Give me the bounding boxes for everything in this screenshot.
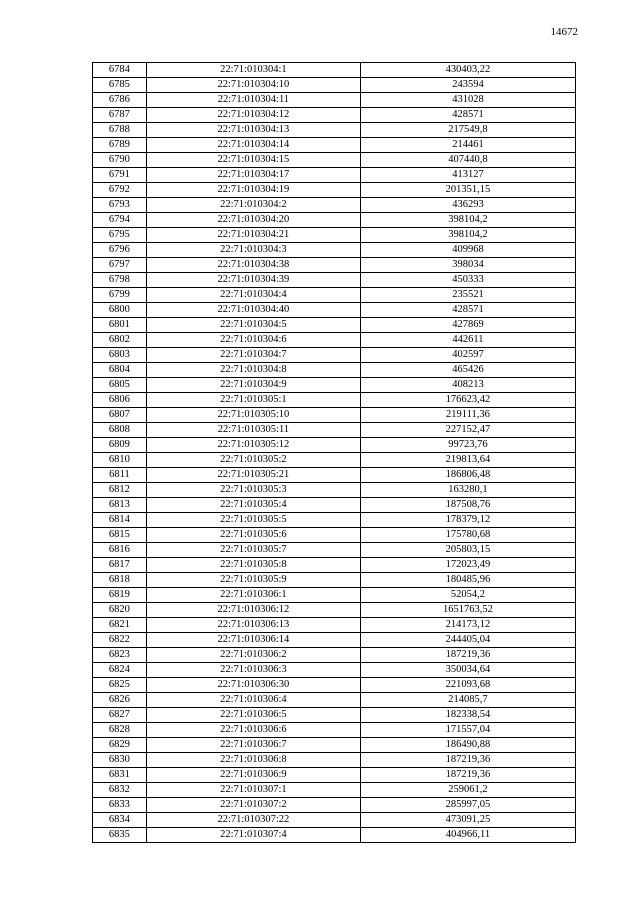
table-row [93,573,576,588]
cadastral-value-cell: 219813,64 [360,453,575,468]
table-row [93,288,576,303]
row-number-cell: 6799 [93,288,147,303]
table-row [93,303,576,318]
row-number-cell: 6814 [93,513,147,528]
table-row [93,168,576,183]
cadastral-number-cell: 22:71:010304:21 [146,228,360,243]
cadastral-value-cell: 187219,36 [360,768,575,783]
cadastral-number-cell: 22:71:010304:11 [146,93,360,108]
cadastral-value-cell: 413127 [360,168,575,183]
row-number-cell: 6811 [93,468,147,483]
cadastral-number-cell: 22:71:010305:2 [146,453,360,468]
cadastral-value-cell: 243594 [360,78,575,93]
table-row [93,408,576,423]
row-number-cell: 6802 [93,333,147,348]
cadastral-number-cell: 22:71:010304:12 [146,108,360,123]
table-row [93,258,576,273]
row-number-cell: 6835 [93,828,147,843]
row-number-cell: 6788 [93,123,147,138]
table-row [93,558,576,573]
cadastral-value-cell: 450333 [360,273,575,288]
table-row [93,723,576,738]
row-number-cell: 6801 [93,318,147,333]
cadastral-value-cell: 214085,7 [360,693,575,708]
cadastral-number-cell: 22:71:010304:8 [146,363,360,378]
table-row [93,768,576,783]
row-number-cell: 6798 [93,273,147,288]
table-row [93,183,576,198]
cadastral-value-cell: 217549,8 [360,123,575,138]
cadastral-number-cell: 22:71:010306:8 [146,753,360,768]
cadastral-value-cell: 186806,48 [360,468,575,483]
row-number-cell: 6791 [93,168,147,183]
cadastral-number-cell: 22:71:010304:38 [146,258,360,273]
table-row [93,423,576,438]
cadastral-value-cell: 182338,54 [360,708,575,723]
cadastral-number-cell: 22:71:010304:6 [146,333,360,348]
row-number-cell: 6825 [93,678,147,693]
cadastral-number-cell: 22:71:010304:20 [146,213,360,228]
table-row [93,588,576,603]
table-row [93,213,576,228]
row-number-cell: 6807 [93,408,147,423]
page-number: 14672 [550,26,578,38]
row-number-cell: 6795 [93,228,147,243]
cadastral-number-cell: 22:71:010305:1 [146,393,360,408]
row-number-cell: 6816 [93,543,147,558]
cadastral-value-cell: 175780,68 [360,528,575,543]
cadastral-value-cell: 187219,36 [360,648,575,663]
row-number-cell: 6785 [93,78,147,93]
row-number-cell: 6822 [93,633,147,648]
row-number-cell: 6820 [93,603,147,618]
cadastral-number-cell: 22:71:010306:6 [146,723,360,738]
table-row [93,648,576,663]
cadastral-number-cell: 22:71:010307:22 [146,813,360,828]
table-row [93,453,576,468]
cadastral-value-cell: 431028 [360,93,575,108]
cadastral-value-cell: 473091,25 [360,813,575,828]
row-number-cell: 6821 [93,618,147,633]
cadastral-number-cell: 22:71:010304:14 [146,138,360,153]
row-number-cell: 6823 [93,648,147,663]
cadastral-number-cell: 22:71:010305:8 [146,558,360,573]
cadastral-number-cell: 22:71:010307:4 [146,828,360,843]
table-row [93,753,576,768]
table-row [93,813,576,828]
cadastral-value-cell: 259061,2 [360,783,575,798]
table-row [93,333,576,348]
row-number-cell: 6797 [93,258,147,273]
table-row [93,228,576,243]
cadastral-number-cell: 22:71:010305:10 [146,408,360,423]
table-row [93,138,576,153]
cadastral-value-cell: 163280,1 [360,483,575,498]
cadastral-number-cell: 22:71:010304:4 [146,288,360,303]
cadastral-number-cell: 22:71:010305:11 [146,423,360,438]
cadastral-number-cell: 22:71:010307:1 [146,783,360,798]
row-number-cell: 6833 [93,798,147,813]
row-number-cell: 6794 [93,213,147,228]
row-number-cell: 6809 [93,438,147,453]
row-number-cell: 6805 [93,378,147,393]
cadastral-value-cell: 186490,88 [360,738,575,753]
row-number-cell: 6810 [93,453,147,468]
table-row [93,123,576,138]
table-row [93,438,576,453]
cadastral-value-cell: 428571 [360,303,575,318]
row-number-cell: 6789 [93,138,147,153]
cadastral-value-cell: 1651763,52 [360,603,575,618]
cadastral-value-cell: 430403,22 [360,63,575,78]
table-row [93,153,576,168]
table-row [93,93,576,108]
row-number-cell: 6804 [93,363,147,378]
row-number-cell: 6831 [93,768,147,783]
table-row [93,243,576,258]
cadastral-number-cell: 22:71:010306:12 [146,603,360,618]
table-row [93,603,576,618]
table-row [93,543,576,558]
table-row [93,798,576,813]
cadastral-value-cell: 436293 [360,198,575,213]
table-row [93,513,576,528]
row-number-cell: 6792 [93,183,147,198]
cadastral-value-cell: 407440,8 [360,153,575,168]
table-row [93,483,576,498]
row-number-cell: 6829 [93,738,147,753]
table-row [93,618,576,633]
row-number-cell: 6826 [93,693,147,708]
row-number-cell: 6815 [93,528,147,543]
row-number-cell: 6808 [93,423,147,438]
cadastral-value-cell: 465426 [360,363,575,378]
cadastral-value-table [92,62,576,843]
table-row [93,273,576,288]
table-row [93,678,576,693]
cadastral-number-cell: 22:71:010306:3 [146,663,360,678]
cadastral-number-cell: 22:71:010304:1 [146,63,360,78]
cadastral-value-cell: 214173,12 [360,618,575,633]
table-row [93,663,576,678]
cadastral-value-cell: 201351,15 [360,183,575,198]
row-number-cell: 6819 [93,588,147,603]
cadastral-number-cell: 22:71:010305:9 [146,573,360,588]
table-row [93,378,576,393]
cadastral-number-cell: 22:71:010304:19 [146,183,360,198]
cadastral-number-cell: 22:71:010304:15 [146,153,360,168]
cadastral-value-cell: 402597 [360,348,575,363]
cadastral-value-cell: 285997,05 [360,798,575,813]
cadastral-number-cell: 22:71:010304:39 [146,273,360,288]
cadastral-number-cell: 22:71:010305:21 [146,468,360,483]
cadastral-value-cell: 398034 [360,258,575,273]
cadastral-number-cell: 22:71:010305:4 [146,498,360,513]
cadastral-number-cell: 22:71:010304:7 [146,348,360,363]
cadastral-number-cell: 22:71:010306:14 [146,633,360,648]
table-row [93,633,576,648]
cadastral-value-cell: 398104,2 [360,213,575,228]
cadastral-value-cell: 221093,68 [360,678,575,693]
cadastral-number-cell: 22:71:010306:1 [146,588,360,603]
table-row [93,828,576,843]
table-row [93,528,576,543]
table-row [93,348,576,363]
row-number-cell: 6824 [93,663,147,678]
cadastral-value-cell: 52054,2 [360,588,575,603]
cadastral-value-cell: 409968 [360,243,575,258]
cadastral-number-cell: 22:71:010307:2 [146,798,360,813]
row-number-cell: 6800 [93,303,147,318]
cadastral-value-cell: 171557,04 [360,723,575,738]
cadastral-value-cell: 172023,49 [360,558,575,573]
row-number-cell: 6817 [93,558,147,573]
cadastral-value-cell: 235521 [360,288,575,303]
table-row [93,108,576,123]
cadastral-value-cell: 427869 [360,318,575,333]
cadastral-value-cell: 99723,76 [360,438,575,453]
cadastral-number-cell: 22:71:010304:40 [146,303,360,318]
cadastral-number-cell: 22:71:010304:17 [146,168,360,183]
table-row [93,63,576,78]
cadastral-value-cell: 428571 [360,108,575,123]
cadastral-number-cell: 22:71:010305:6 [146,528,360,543]
row-number-cell: 6813 [93,498,147,513]
table-body [93,63,576,843]
row-number-cell: 6793 [93,198,147,213]
cadastral-number-cell: 22:71:010304:3 [146,243,360,258]
cadastral-value-cell: 214461 [360,138,575,153]
cadastral-number-cell: 22:71:010305:5 [146,513,360,528]
row-number-cell: 6818 [93,573,147,588]
row-number-cell: 6786 [93,93,147,108]
table-row [93,738,576,753]
cadastral-value-cell: 176623,42 [360,393,575,408]
row-number-cell: 6790 [93,153,147,168]
row-number-cell: 6806 [93,393,147,408]
cadastral-value-cell: 187219,36 [360,753,575,768]
cadastral-value-cell: 244405,04 [360,633,575,648]
cadastral-number-cell: 22:71:010306:9 [146,768,360,783]
cadastral-number-cell: 22:71:010305:3 [146,483,360,498]
cadastral-value-cell: 205803,15 [360,543,575,558]
table-row [93,318,576,333]
table-row [93,708,576,723]
cadastral-number-cell: 22:71:010305:12 [146,438,360,453]
cadastral-value-cell: 187508,76 [360,498,575,513]
row-number-cell: 6832 [93,783,147,798]
cadastral-number-cell: 22:71:010306:2 [146,648,360,663]
cadastral-number-cell: 22:71:010304:13 [146,123,360,138]
cadastral-number-cell: 22:71:010305:7 [146,543,360,558]
cadastral-number-cell: 22:71:010306:5 [146,708,360,723]
cadastral-number-cell: 22:71:010306:7 [146,738,360,753]
cadastral-value-cell: 398104,2 [360,228,575,243]
table-row [93,393,576,408]
cadastral-value-cell: 227152,47 [360,423,575,438]
cadastral-number-cell: 22:71:010304:10 [146,78,360,93]
cadastral-number-cell: 22:71:010306:13 [146,618,360,633]
table-row [93,198,576,213]
row-number-cell: 6830 [93,753,147,768]
cadastral-number-cell: 22:71:010304:2 [146,198,360,213]
cadastral-number-cell: 22:71:010306:30 [146,678,360,693]
row-number-cell: 6812 [93,483,147,498]
cadastral-value-cell: 442611 [360,333,575,348]
table-row [93,498,576,513]
cadastral-value-cell: 219111,36 [360,408,575,423]
row-number-cell: 6787 [93,108,147,123]
table-row [93,78,576,93]
cadastral-value-cell: 180485,96 [360,573,575,588]
cadastral-value-cell: 408213 [360,378,575,393]
table-row [93,693,576,708]
row-number-cell: 6784 [93,63,147,78]
cadastral-value-cell: 350034,64 [360,663,575,678]
row-number-cell: 6796 [93,243,147,258]
table-row [93,783,576,798]
table-row [93,468,576,483]
cadastral-value-cell: 404966,11 [360,828,575,843]
cadastral-number-cell: 22:71:010306:4 [146,693,360,708]
table-row [93,363,576,378]
cadastral-number-cell: 22:71:010304:9 [146,378,360,393]
cadastral-number-cell: 22:71:010304:5 [146,318,360,333]
cadastral-value-cell: 178379,12 [360,513,575,528]
row-number-cell: 6834 [93,813,147,828]
row-number-cell: 6803 [93,348,147,363]
row-number-cell: 6828 [93,723,147,738]
row-number-cell: 6827 [93,708,147,723]
